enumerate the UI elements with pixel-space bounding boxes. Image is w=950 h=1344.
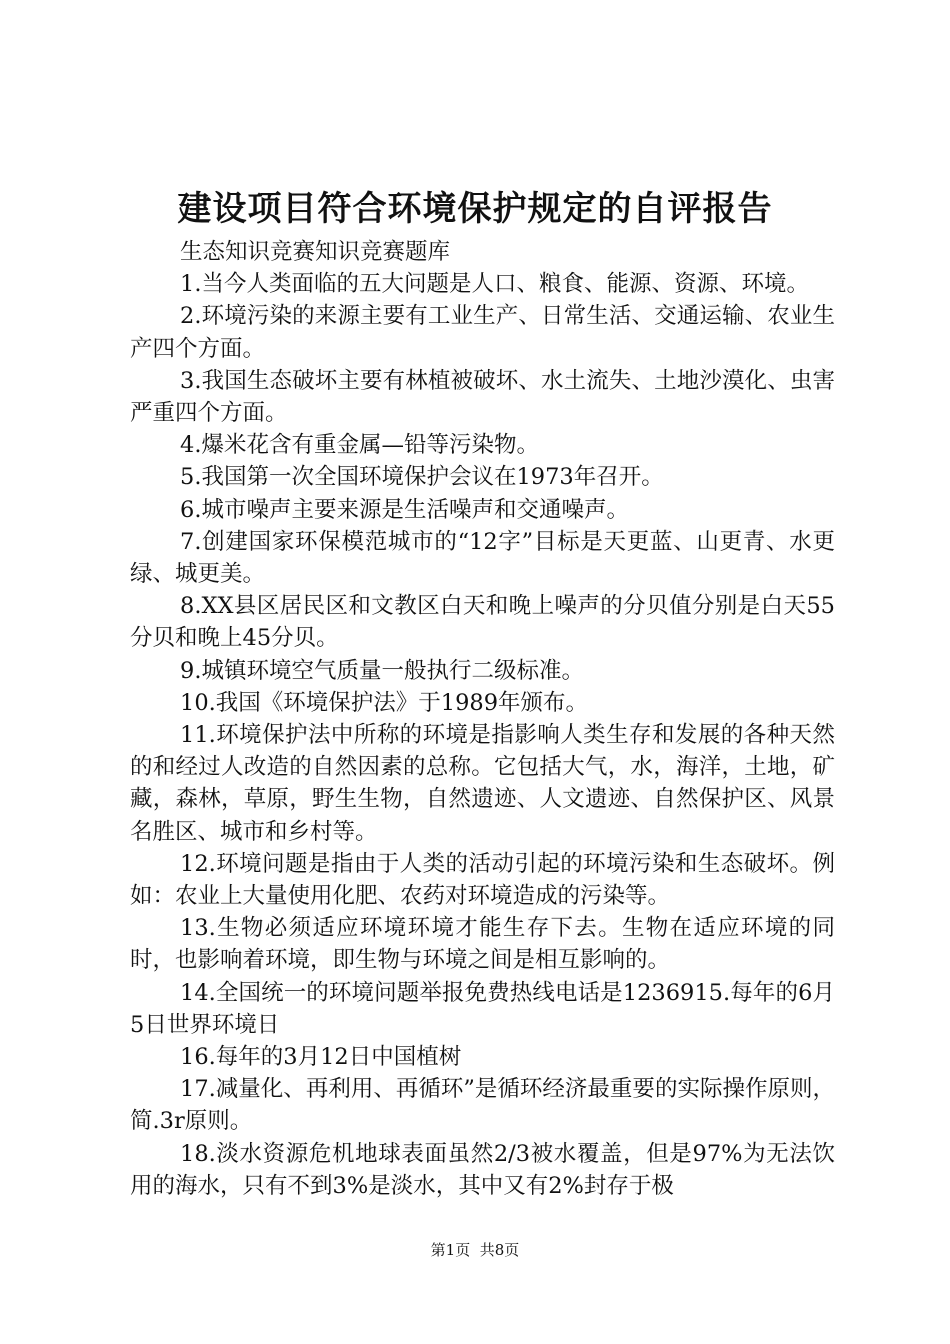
paragraph-4: 4.爆米花含有重金属—铅等污染物。 <box>180 432 539 459</box>
paragraph-3: 3.我国生态破坏主要有林植被破坏、水土流失、土地沙漠化、虫害严重四个方面。 <box>130 367 835 427</box>
paragraph-6: 6.城市噪声主要来源是生活噪声和交通噪声。 <box>180 496 629 523</box>
paragraph-10: 10.我国《环境保护法》于1989年颁布。 <box>180 689 589 716</box>
paragraph-5: 5.我国第一次全国环境保护会议在1973年召开。 <box>180 464 664 491</box>
page-total: 共8页 <box>479 1241 520 1259</box>
paragraph-9: 9.城镇环境空气质量一般执行二级标准。 <box>180 657 584 684</box>
paragraph-18: 18.淡水资源危机地球表面虽然2/3被水覆盖，但是97%为无法饮用的海水，只有不到3%是淡水，其中又有2%封存于极 <box>130 1140 835 1199</box>
subtitle-paragraph: 生态知识竞赛知识竞赛题库 <box>180 239 451 265</box>
document-title: 建设项目符合环境保护规定的自评报告 <box>177 189 773 229</box>
document-body <box>130 236 835 1202</box>
page-footer <box>0 1240 950 1260</box>
page-number: 第1页 <box>430 1241 471 1259</box>
paragraph-13: 13.生物必须适应环境环境才能生存下去。生物在适应环境的同时，也影响着环境，即生物与环境之间是相互影响的。 <box>130 915 835 974</box>
paragraph-8: 8.XX县区居民区和文教区白天和晚上噪声的分贝值分别是白天55分贝和晚上45分贝。 <box>130 593 835 652</box>
paragraph-17: 17.减量化、再利用、再循环”是循环经济最重要的实际操作原则，简.3r原则。 <box>130 1076 835 1135</box>
paragraph-16: 16.每年的3月12日中国植树 <box>180 1044 462 1071</box>
paragraph-12: 12.环境问题是指由于人类的活动引起的环境污染和生态破坏。例如：农业上大量使用化肥、农药对环境造成的污染等。 <box>130 850 835 910</box>
paragraph-2: 2.环境污染的来源主要有工业生产、日常生活、交通运输、农业生产四个方面。 <box>130 303 835 362</box>
paragraph-7: 7.创建国家环保模范城市的“12字”目标是天更蓝、山更青、水更绿、城更美。 <box>130 528 835 588</box>
paragraph-11: 11.环境保护法中所称的环境是指影响人类生存和发展的各种天然的和经过人改造的自然因素的总称。它包括大气，水，海洋，土地，矿藏，森林，草原，野生生物，自然遗迹、人文遗迹、自然保护区、风景名胜区、城市和乡村等。 <box>130 722 835 845</box>
paragraph-14: 14.全国统一的环境问题举报免费热线电话是1236915.每年的6月5日世界环境日 <box>130 979 835 1038</box>
paragraph-1: 1.当今人类面临的五大问题是人口、粮食、能源、资源、环境。 <box>180 271 809 298</box>
